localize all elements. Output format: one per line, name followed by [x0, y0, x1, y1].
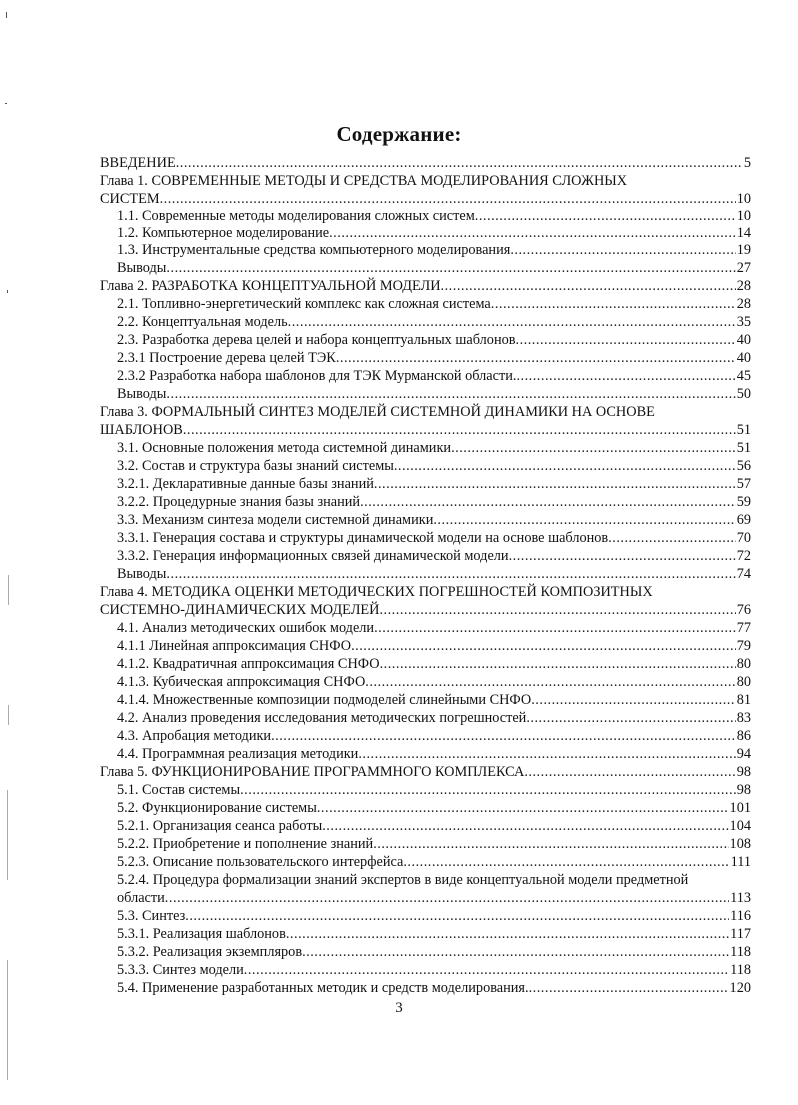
toc-entry-label: ШАБЛОНОВ: [100, 422, 183, 438]
toc-chapter-heading[interactable]: Глава 1. СОВРЕМЕННЫЕ МЕТОДЫ И СРЕДСТВА МОДЕЛИРОВАНИЯ СЛОЖНЫХ: [100, 173, 628, 189]
toc-entry[interactable]: [117, 314, 751, 331]
toc-entry[interactable]: [117, 800, 751, 817]
toc-entry-page: 108: [729, 836, 751, 852]
toc-entry-label: Выводы: [117, 386, 167, 402]
toc-entry-page: 51: [736, 440, 751, 456]
leader-dots: [329, 225, 736, 242]
leader-dots: [374, 476, 736, 493]
toc-entry-label: Глава 5. ФУНКЦИОНИРОВАНИЕ ПРОГРАММНОГО КОМПЛЕКСА: [100, 764, 525, 780]
toc-entry-page: 70: [736, 530, 751, 546]
toc-entry-page: 69: [736, 512, 751, 528]
toc-entry-label: ВВЕДЕНИЕ: [100, 155, 176, 171]
toc-entry[interactable]: [117, 908, 751, 925]
scan-mark: [7, 290, 8, 293]
toc-entry-label: 4.4. Программная реализация методики: [117, 746, 359, 762]
toc-entry[interactable]: [100, 155, 751, 172]
toc-entry[interactable]: [117, 368, 751, 385]
toc-entry-page: 113: [730, 890, 751, 906]
toc-entry-page: 77: [736, 620, 751, 636]
toc-entry-label: 5.3.2. Реализация экземпляров: [117, 944, 303, 960]
toc-entry-page: 10: [736, 191, 751, 207]
leader-dots: [166, 386, 735, 403]
toc-entry[interactable]: [117, 692, 751, 709]
leader-dots: [516, 368, 735, 385]
toc-entry[interactable]: [117, 476, 751, 493]
scan-mark: [7, 790, 8, 880]
leader-dots: [451, 440, 736, 457]
toc-entry-page: 14: [736, 225, 751, 241]
leader-dots: [394, 458, 736, 475]
toc-entry[interactable]: [100, 191, 751, 208]
toc-entry[interactable]: [117, 242, 751, 259]
toc-entry-page: 80: [736, 656, 751, 672]
leader-dots: [288, 314, 736, 331]
toc-entry-page: 28: [736, 278, 751, 294]
toc-entry-page: 98: [736, 764, 751, 780]
toc-entry-page: 117: [730, 926, 751, 942]
page-number: 3: [395, 1000, 403, 1016]
toc-entry-page: 118: [730, 962, 751, 978]
toc-entry-label: 1.2. Компьютерное моделирование: [117, 225, 330, 241]
leader-dots: [524, 764, 735, 781]
toc-entry[interactable]: [117, 980, 751, 997]
toc-entry-page: 79: [736, 638, 751, 654]
toc-entry-label: 3.2.1. Декларативные данные базы знаний: [117, 476, 374, 492]
toc-entry-label: 2.2. Концептуальная модель: [117, 314, 288, 330]
leader-dots: [160, 191, 736, 208]
toc-entry-page: 10: [736, 208, 751, 224]
toc-entry-label: 5.2.1. Организация сеанса работы: [117, 818, 323, 834]
toc-entry-label: 5.3. Синтез: [117, 908, 186, 924]
toc-entry[interactable]: [117, 386, 751, 403]
toc-entry[interactable]: [117, 638, 751, 655]
scan-mark: [5, 103, 7, 104]
toc-entry-page: 104: [729, 818, 751, 834]
toc-entry-page: 72: [736, 548, 751, 564]
leader-dots: [286, 926, 729, 943]
toc-entry-label: 2.3.2 Разработка набора шаблонов для ТЭК Мурманской области.: [117, 368, 517, 384]
scan-mark: [7, 960, 8, 1080]
toc-entry-label: 4.1. Анализ методических ошибок модели: [117, 620, 375, 636]
toc-entry[interactable]: [100, 602, 751, 619]
leader-dots: [433, 512, 735, 529]
toc-entry[interactable]: [117, 530, 751, 547]
toc-entry-page: 81: [736, 692, 751, 708]
toc-entry[interactable]: [117, 854, 751, 871]
toc-entry-label: 4.1.4. Множественные композиции подмоделей слинейными СНФО: [117, 692, 532, 708]
leader-dots: [380, 656, 736, 673]
toc-entry-page: 40: [736, 332, 751, 348]
toc-entry-page: 83: [736, 710, 751, 726]
toc-entry[interactable]: [117, 944, 751, 961]
toc-entry-page: 76: [736, 602, 751, 618]
leader-dots: [166, 260, 735, 277]
toc-entry-page: 111: [730, 854, 751, 870]
toc-entry-page: 101: [729, 800, 751, 816]
leader-dots: [379, 602, 735, 619]
leader-dots: [360, 494, 736, 511]
leader-dots: [336, 350, 736, 367]
toc-entry[interactable]: [117, 890, 751, 907]
scan-mark: [8, 575, 9, 605]
leader-dots: [374, 620, 736, 637]
leader-dots: [302, 944, 729, 961]
leader-dots: [176, 155, 743, 172]
leader-dots: [165, 890, 729, 907]
toc-entry[interactable]: [100, 422, 751, 439]
leader-dots: [373, 836, 728, 853]
toc-entry[interactable]: [117, 656, 751, 673]
leader-dots: [509, 548, 736, 565]
toc-entry-label: 1.3. Инструментальные средства компьютерного моделирования: [117, 242, 511, 258]
leader-dots: [491, 296, 736, 313]
leader-dots: [271, 728, 736, 745]
toc-entry-page: 86: [736, 728, 751, 744]
toc-entry[interactable]: [117, 208, 751, 225]
toc-entry-label: 2.3. Разработка дерева целей и набора концептуальных шаблонов: [117, 332, 516, 348]
toc-entry-label: области: [117, 890, 165, 906]
leader-dots: [475, 208, 736, 225]
leader-dots: [166, 566, 735, 583]
leader-dots: [516, 332, 736, 349]
toc-entry-label: 3.3.2. Генерация информационных связей динамической модели: [117, 548, 509, 564]
toc-chapter-heading[interactable]: Глава 3. ФОРМАЛЬНЫЙ СИНТЕЗ МОДЕЛЕЙ СИСТЕМНОЙ ДИНАМИКИ НА ОСНОВЕ: [100, 404, 655, 420]
page-title: Содержание:: [336, 122, 462, 146]
toc-entry[interactable]: [117, 512, 751, 529]
toc-entry-label: 4.1.1 Линейная аппроксимация СНФО: [117, 638, 352, 654]
toc-entry-page: 94: [736, 746, 751, 762]
toc-entry-label: 2.1. Топливно-энергетический комплекс как сложная система: [117, 296, 491, 312]
toc-entry-page: 45: [736, 368, 751, 384]
toc-entry[interactable]: [117, 548, 751, 565]
toc-entry-label: 3.1. Основные положения метода системной динамики: [117, 440, 452, 456]
leader-dots: [608, 530, 736, 547]
toc-entry-page: 120: [729, 980, 751, 996]
leader-dots: [365, 674, 735, 691]
toc-entry-page: 118: [730, 944, 751, 960]
toc-entry[interactable]: [117, 710, 751, 727]
toc-entry[interactable]: [117, 836, 751, 853]
scan-mark: [6, 12, 7, 18]
toc-entry[interactable]: [117, 225, 751, 242]
leader-dots: [322, 818, 728, 835]
toc-entry-label: 4.3. Апробация методики: [117, 728, 272, 744]
toc-entry[interactable]: [117, 458, 751, 475]
toc-entry[interactable]: [117, 962, 751, 979]
toc-entry[interactable]: [117, 566, 751, 583]
toc-entry[interactable]: [117, 260, 751, 277]
toc-entry-page: 98: [736, 782, 751, 798]
leader-dots: [244, 962, 729, 979]
leader-dots: [183, 422, 736, 439]
toc-entry-label: Выводы: [117, 566, 167, 582]
toc-entry-label: 4.2. Анализ проведения исследования методических погрешностей: [117, 710, 527, 726]
toc-entry[interactable]: [117, 728, 751, 745]
toc-entry-page: 56: [736, 458, 751, 474]
leader-dots: [185, 908, 729, 925]
toc-entry-first-line[interactable]: 5.2.4. Процедура формализации знаний экспертов в виде концептуальной модели предметной: [117, 872, 689, 888]
toc-entry-label: СИСТЕМНО-ДИНАМИЧЕСКИХ МОДЕЛЕЙ: [100, 602, 380, 618]
toc-entry-page: 5: [743, 155, 751, 171]
leader-dots: [529, 980, 729, 997]
toc-entry-label: 3.3.1. Генерация состава и структуры динамической модели на основе шаблонов: [117, 530, 609, 546]
scan-mark: [8, 705, 9, 725]
toc-entry-label: 5.3.1. Реализация шаблонов: [117, 926, 286, 942]
toc-entry-label: 4.1.2. Квадратичная аппроксимация СНФО: [117, 656, 380, 672]
toc-chapter-heading[interactable]: Глава 4. МЕТОДИКА ОЦЕНКИ МЕТОДИЧЕСКИХ ПОГРЕШНОСТЕЙ КОМПОЗИТНЫХ: [100, 584, 653, 600]
toc-entry[interactable]: [117, 296, 751, 313]
toc-entry[interactable]: [100, 278, 751, 295]
toc-entry-page: 116: [730, 908, 751, 924]
toc-entry-page: 59: [736, 494, 751, 510]
toc-entry-label: 5.2.3. Описание пользовательского интерфейса: [117, 854, 404, 870]
leader-dots: [351, 638, 736, 655]
toc-entry-label: 5.3.3. Синтез модели: [117, 962, 244, 978]
toc-entry-label: 3.2.2. Процедурные знания базы знаний: [117, 494, 361, 510]
toc-entry[interactable]: [117, 494, 751, 511]
toc-entry-page: 27: [736, 260, 751, 276]
toc-entry[interactable]: [117, 746, 751, 763]
toc-entry-label: 5.4. Применение разработанных методик и средств моделирования.: [117, 980, 529, 996]
toc-entry-page: 40: [736, 350, 751, 366]
toc-entry-page: 19: [736, 242, 751, 258]
toc-entry[interactable]: [117, 440, 751, 457]
leader-dots: [358, 746, 735, 763]
toc-entry[interactable]: [117, 926, 751, 943]
toc-entry[interactable]: [117, 620, 751, 637]
toc-entry[interactable]: [117, 350, 751, 367]
toc-entry-page: 50: [736, 386, 751, 402]
toc-entry-label: 5.2. Функционирование системы: [117, 800, 317, 816]
toc-entry[interactable]: [117, 818, 751, 835]
leader-dots: [510, 242, 735, 259]
toc-entry-page: 35: [736, 314, 751, 330]
toc-entry[interactable]: [117, 674, 751, 691]
toc-entry-label: 1.1. Современные методы моделирования сложных систем: [117, 208, 475, 224]
toc-entry-label: Глава 2. РАЗРАБОТКА КОНЦЕПТУАЛЬНОЙ МОДЕЛИ: [100, 278, 441, 294]
toc-entry-label: 5.2.2. Приобретение и пополнение знаний: [117, 836, 374, 852]
toc-entry-label: 2.3.1 Построение дерева целей ТЭК: [117, 350, 336, 366]
toc-entry-label: 5.1. Состав системы: [117, 782, 241, 798]
leader-dots: [317, 800, 729, 817]
leader-dots: [403, 854, 729, 871]
toc-entry-label: 4.1.3. Кубическая аппроксимация СНФО: [117, 674, 366, 690]
toc-entry-page: 57: [736, 476, 751, 492]
toc-entry-page: 74: [736, 566, 751, 582]
toc-entry[interactable]: [117, 782, 751, 799]
toc-entry-page: 51: [736, 422, 751, 438]
toc-entry[interactable]: [117, 332, 751, 349]
leader-dots: [441, 278, 736, 295]
toc-entry-label: 3.3. Механизм синтеза модели системной динамики: [117, 512, 434, 528]
toc-entry-label: Выводы: [117, 260, 167, 276]
toc-entry[interactable]: [100, 764, 751, 781]
toc-entry-label: 3.2. Состав и структура базы знаний системы: [117, 458, 394, 474]
toc-entry-label: СИСТЕМ: [100, 191, 160, 207]
toc-entry-page: 80: [736, 674, 751, 690]
leader-dots: [526, 710, 735, 727]
leader-dots: [240, 782, 736, 799]
toc-entry-page: 28: [736, 296, 751, 312]
leader-dots: [531, 692, 735, 709]
